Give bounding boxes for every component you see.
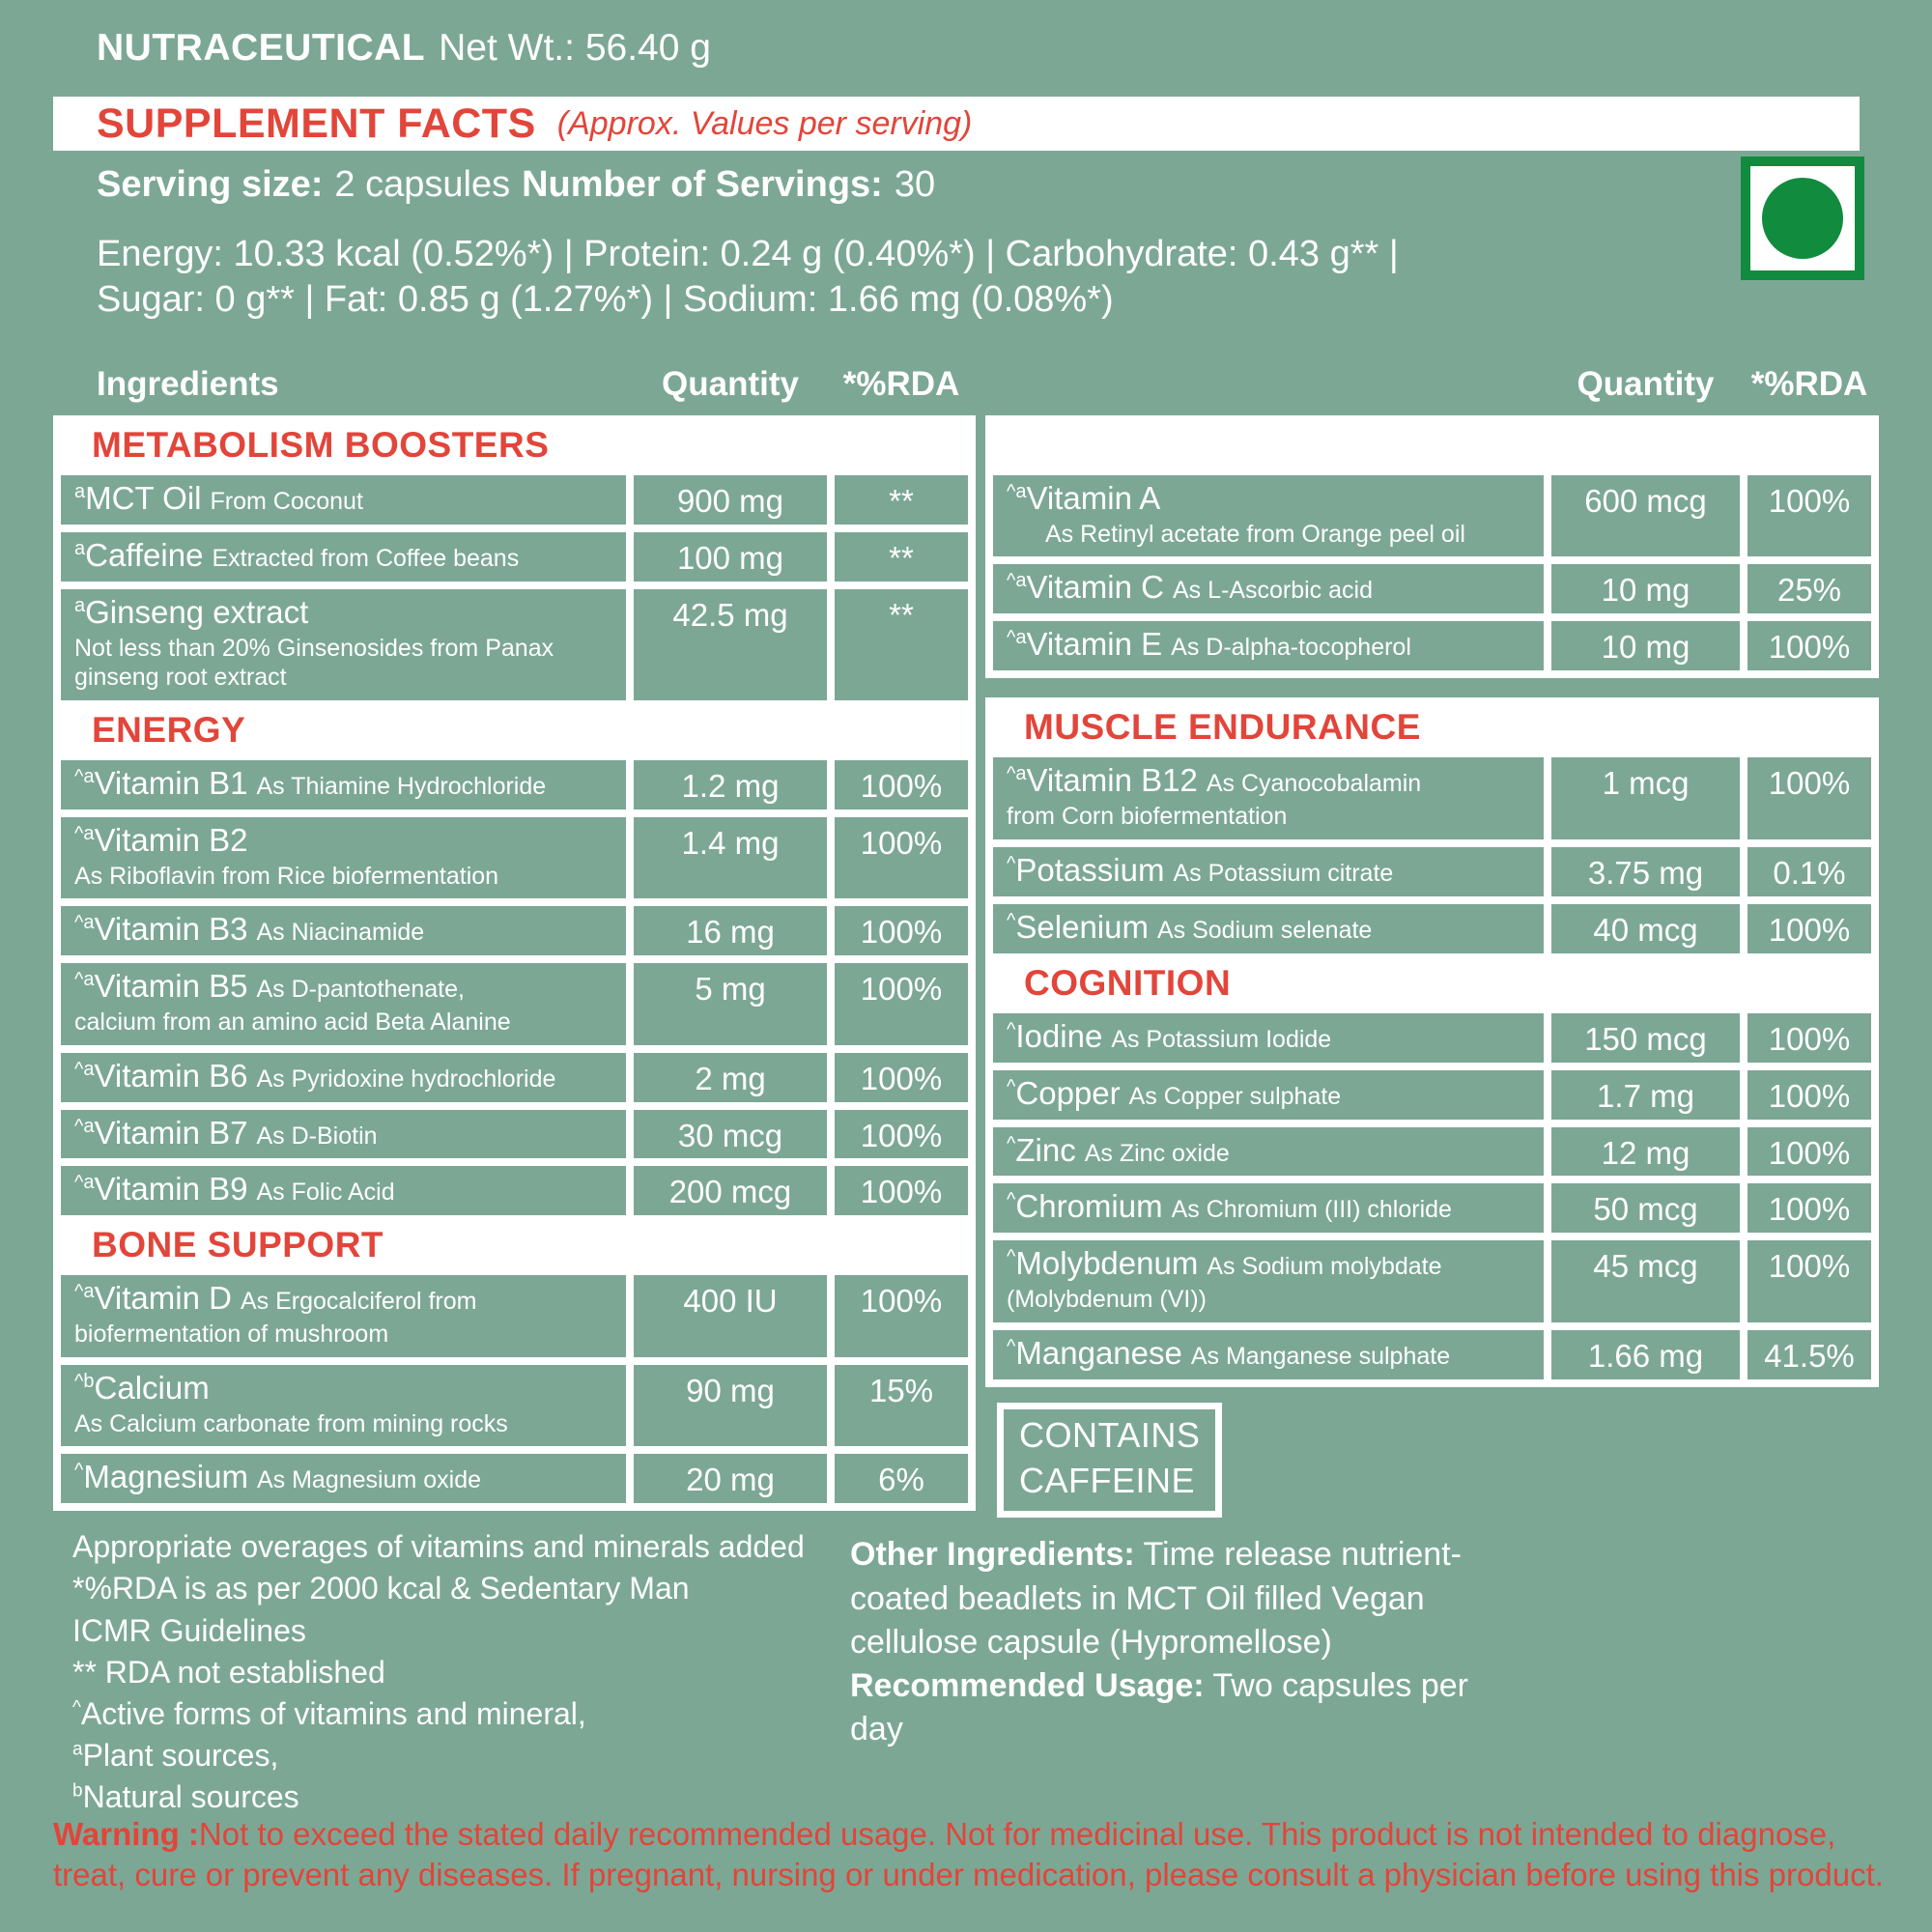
rda-cell: 100% <box>835 963 968 1044</box>
ingredient-name: MCT Oil <box>85 480 202 516</box>
ingredient-name-line <box>74 537 620 574</box>
ingredient-cell <box>61 1454 626 1503</box>
ingredient-name-line <box>1007 1018 1538 1055</box>
footnote-superscript: ^ <box>72 1697 81 1719</box>
source-superscript: ^a <box>74 969 95 991</box>
table-row <box>993 904 1871 953</box>
ingredient-name-line <box>1007 480 1538 517</box>
ingredient-desc: As Chromium (III) chloride <box>1171 1196 1452 1224</box>
ingredient-cell <box>993 621 1544 670</box>
table-row <box>61 1110 968 1159</box>
serving-line <box>97 164 947 206</box>
table-row <box>61 963 968 1044</box>
ingredient-desc: As Thiamine Hydrochloride <box>256 772 547 800</box>
rda-cell: 100% <box>835 760 968 810</box>
rda-cell: ** <box>835 589 968 700</box>
left-column <box>53 415 976 1819</box>
ingredient-name: Vitamin B3 <box>94 911 248 948</box>
quantity-cell: 30 mcg <box>634 1110 827 1159</box>
footnote-text: *%RDA is as per 2000 kcal & Sedentary Man <box>72 1571 690 1606</box>
ingredient-desc-line2: (Molybdenum (VI)) <box>1007 1286 1207 1314</box>
ingredient-name-line <box>1007 1132 1538 1169</box>
ingredient-name: Manganese <box>1015 1334 1182 1371</box>
ingredient-name: Calcium <box>94 1369 210 1406</box>
table-row <box>61 1053 968 1102</box>
table-row <box>61 1275 968 1356</box>
footnote-line <box>72 1610 976 1652</box>
source-superscript: ^a <box>74 1281 95 1303</box>
column-header-quantity-right: Quantity <box>1577 365 1715 403</box>
column-header-quantity-left: Quantity <box>662 365 799 403</box>
ingredient-desc: As Pyridoxine hydrochloride <box>256 1065 556 1093</box>
section-title: BONE SUPPORT <box>92 1225 384 1265</box>
warning-block <box>53 1814 1893 1894</box>
ingredient-cell <box>61 760 626 810</box>
quantity-cell: 5 mg <box>634 963 827 1044</box>
approx-values-note: (Approx. Values per serving) <box>556 104 973 142</box>
ingredient-cell <box>61 532 626 582</box>
ingredient-desc-line2: Not less than 20% Ginsenosides from Panax ginseng root extract <box>74 634 554 692</box>
table-row <box>61 589 968 700</box>
rda-cell: 100% <box>835 1275 968 1356</box>
ingredient-cell <box>61 589 626 700</box>
quantity-cell: 1.2 mg <box>634 760 827 810</box>
quantity-cell: 150 mcg <box>1551 1013 1740 1063</box>
ingredient-name: Copper <box>1015 1074 1121 1111</box>
source-superscript: ^ <box>1007 1189 1016 1211</box>
ingredient-name-line <box>74 911 620 948</box>
ingredient-name: Vitamin C <box>1026 569 1164 606</box>
footnote-line <box>72 1735 976 1776</box>
ingredient-name-line <box>1007 852 1538 889</box>
section-header <box>993 423 1871 468</box>
rda-cell: 15% <box>835 1365 968 1446</box>
ingredient-cell <box>61 1365 626 1446</box>
ingredient-desc-line2: calcium from an amino acid Beta Alanine <box>74 1009 511 1037</box>
quantity-cell: 90 mg <box>634 1365 827 1446</box>
recommended-usage-text: Two capsules per day <box>850 1667 1468 1748</box>
source-superscript: ^a <box>74 1058 95 1080</box>
column-header-ingredients: Ingredients <box>97 365 279 403</box>
ingredient-name: Potassium <box>1015 851 1165 888</box>
ingredient-name-line <box>1007 1335 1538 1372</box>
serving-size-label: Serving size: <box>97 164 324 205</box>
source-superscript: ^a <box>74 912 95 934</box>
source-superscript: a <box>74 481 86 502</box>
ingredient-name-line <box>1007 1188 1538 1225</box>
ingredient-name: Selenium <box>1015 908 1149 945</box>
supplement-facts-title: SUPPLEMENT FACTS <box>97 99 536 147</box>
quantity-cell: 12 mg <box>1551 1127 1740 1177</box>
footnote-line <box>72 1568 976 1609</box>
section-title: COGNITION <box>1024 962 1232 1003</box>
ingredient-cell <box>993 757 1544 838</box>
quantity-cell: 40 mcg <box>1551 904 1740 953</box>
ingredient-desc: As Niacinamide <box>256 919 425 947</box>
table-row <box>993 1070 1871 1120</box>
ingredient-name: Vitamin B9 <box>94 1171 248 1208</box>
footnote-text: Plant sources, <box>82 1738 279 1774</box>
source-superscript: ^ <box>1007 1335 1016 1357</box>
rda-cell: 100% <box>1747 475 1871 556</box>
section-title: MUSCLE ENDURANCE <box>1024 707 1421 748</box>
ingredient-desc: As Cyanocobalamin <box>1206 770 1422 798</box>
source-superscript: ^ <box>1007 1132 1016 1154</box>
ingredient-cell <box>61 906 626 955</box>
warning-label: Warning : <box>53 1816 199 1852</box>
ingredient-desc: As Manganese sulphate <box>1190 1342 1451 1370</box>
quantity-cell: 42.5 mg <box>634 589 827 700</box>
ingredient-desc-line2: As Retinyl acetate from Orange peel oil <box>1045 520 1465 548</box>
ingredient-name: Ginseng extract <box>85 593 309 630</box>
ingredient-name: Chromium <box>1015 1188 1163 1225</box>
rda-cell: 100% <box>1747 904 1871 953</box>
supplement-facts-bar <box>53 97 1860 151</box>
ingredient-name-line <box>1007 1245 1538 1282</box>
source-superscript: ^b <box>74 1370 95 1392</box>
ingredient-desc: As Ergocalciferol from <box>240 1288 477 1316</box>
footnote-text: ** RDA not established <box>72 1654 385 1690</box>
nutrition-summary <box>97 232 1399 323</box>
footnote-line <box>72 1652 976 1693</box>
vegetarian-dot-icon <box>1762 178 1843 259</box>
caffeine-box-line-1: CONTAINS <box>1019 1414 1201 1455</box>
section-title: ENERGY <box>92 709 246 750</box>
ingredient-name-line <box>74 480 620 517</box>
ingredient-cell <box>61 1166 626 1215</box>
ingredient-name: Iodine <box>1015 1017 1103 1054</box>
quantity-cell: 3.75 mg <box>1551 847 1740 896</box>
serving-size-value: 2 capsules <box>334 164 511 205</box>
rda-cell: 0.1% <box>1747 847 1871 896</box>
section-header <box>993 705 1871 750</box>
source-superscript: ^ <box>1007 1246 1016 1268</box>
table-row <box>61 1166 968 1215</box>
quantity-cell: 16 mg <box>634 906 827 955</box>
ingredient-desc-line2: As Riboflavin from Rice biofermentation <box>74 862 499 890</box>
ingredient-desc-line2: As Calcium carbonate from mining rocks <box>74 1409 508 1437</box>
footnote-line <box>72 1776 976 1818</box>
quantity-cell: 900 mg <box>634 475 827 525</box>
quantity-cell: 2 mg <box>634 1053 827 1102</box>
ingredient-name-line <box>74 1115 620 1151</box>
quantity-cell: 20 mg <box>634 1454 827 1503</box>
net-weight: Net Wt.: 56.40 g <box>439 27 711 69</box>
ingredient-name: Vitamin B5 <box>94 968 248 1005</box>
table-row <box>993 1330 1871 1379</box>
ingredient-name: Vitamin E <box>1026 626 1163 663</box>
ingredient-name-line <box>1007 1075 1538 1112</box>
ingredient-name-line <box>74 765 620 802</box>
ingredient-desc-line2: biofermentation of mushroom <box>74 1321 389 1349</box>
section-header <box>61 1223 968 1267</box>
ingredient-name: Vitamin B2 <box>94 821 248 858</box>
ingredient-name: Magnesium <box>83 1459 248 1495</box>
ingredient-name-line <box>74 594 620 631</box>
ingredient-cell <box>61 963 626 1044</box>
source-superscript: ^a <box>74 1172 95 1194</box>
ingredient-desc: Extracted from Coffee beans <box>212 544 520 572</box>
source-superscript: ^ <box>1007 1018 1016 1040</box>
ingredient-name-line <box>74 822 620 859</box>
rda-cell: 100% <box>1747 1240 1871 1321</box>
source-superscript: ^a <box>1007 763 1027 785</box>
ingredient-cell <box>993 475 1544 556</box>
rda-cell: 100% <box>1747 757 1871 838</box>
ingredient-cell <box>993 1127 1544 1177</box>
column-header-rda-left: *%RDA <box>842 365 960 403</box>
ingredients-table-right-top <box>985 415 1879 678</box>
source-superscript: ^ <box>1007 1075 1016 1097</box>
ingredient-desc: As Sodium selenate <box>1156 916 1373 944</box>
warning-text: Not to exceed the stated daily recommended usage. Not for medicinal use. This product is not intended to diagnose, treat, cure or prevent any diseases. If pregnant, nursing or under medication, please consult a physician before using this product. <box>53 1816 1884 1892</box>
ingredient-name: Vitamin B6 <box>94 1057 248 1094</box>
table-row <box>993 1183 1871 1233</box>
source-superscript: a <box>74 537 86 559</box>
ingredient-name: Zinc <box>1015 1131 1076 1168</box>
ingredient-desc: As L-Ascorbic acid <box>1172 577 1373 605</box>
quantity-cell: 200 mcg <box>634 1166 827 1215</box>
table-row <box>993 1127 1871 1177</box>
source-superscript: ^ <box>74 1460 84 1482</box>
ingredient-name-line <box>74 1459 620 1495</box>
ingredient-desc: As Potassium Iodide <box>1111 1025 1332 1053</box>
table-row <box>993 1013 1871 1063</box>
ingredient-cell <box>993 1183 1544 1233</box>
source-superscript: ^a <box>74 765 95 787</box>
recommended-usage-label: Recommended Usage: <box>850 1667 1205 1704</box>
table-row <box>993 757 1871 838</box>
other-ingredients-label: Other Ingredients: <box>850 1536 1135 1574</box>
servings-label: Number of Servings: <box>522 164 883 205</box>
right-column <box>850 415 1879 1751</box>
quantity-cell: 50 mcg <box>1551 1183 1740 1233</box>
quantity-cell: 45 mcg <box>1551 1240 1740 1321</box>
other-ingredients-text: Time release nutrient-coated beadlets in MCT Oil filled Vegan cellulose capsule (Hypromellose) <box>850 1536 1462 1661</box>
brand-title: NUTRACEUTICAL <box>97 27 426 69</box>
quantity-cell: 400 IU <box>634 1275 827 1356</box>
table-row <box>993 1240 1871 1321</box>
table-row <box>993 621 1871 670</box>
quantity-cell: 1 mcg <box>1551 757 1740 838</box>
rda-cell: 100% <box>1747 1013 1871 1063</box>
footnote-superscript: a <box>72 1739 83 1760</box>
table-row <box>993 564 1871 613</box>
ingredient-name: Molybdenum <box>1015 1245 1199 1282</box>
table-row <box>61 475 968 525</box>
ingredient-name-line <box>1007 569 1538 606</box>
column-header-rda-right: *%RDA <box>1750 365 1868 403</box>
rda-cell: 100% <box>1747 1127 1871 1177</box>
ingredient-desc: As Copper sulphate <box>1128 1082 1342 1110</box>
section-header <box>61 708 968 753</box>
ingredient-desc: As Folic Acid <box>256 1179 395 1207</box>
ingredient-cell <box>61 1275 626 1356</box>
ingredient-desc: As Potassium citrate <box>1173 859 1394 887</box>
vegetarian-mark-icon <box>1741 156 1864 280</box>
rda-cell: ** <box>835 532 968 582</box>
caffeine-box-line-2: CAFFEINE <box>1019 1460 1196 1500</box>
table-row <box>61 532 968 582</box>
ingredient-desc: As D-pantothenate, <box>256 976 465 1004</box>
footnotes <box>72 1526 976 1818</box>
ingredient-cell <box>993 1070 1544 1120</box>
source-superscript: ^a <box>1007 627 1027 649</box>
table-row <box>993 475 1871 556</box>
ingredient-name-line <box>1007 626 1538 663</box>
rda-cell: 100% <box>835 1053 968 1102</box>
table-row <box>61 817 968 898</box>
rda-cell: 100% <box>835 906 968 955</box>
section-header <box>993 961 1871 1006</box>
nutrition-line-1: Energy: 10.33 kcal (0.52%*) | Protein: 0.24 g (0.40%*) | Carbohydrate: 0.43 g** | <box>97 234 1399 274</box>
source-superscript: ^a <box>74 1115 95 1137</box>
ingredient-name-line <box>74 968 620 1005</box>
table-row <box>993 847 1871 896</box>
quantity-cell: 600 mcg <box>1551 475 1740 556</box>
rda-cell: 100% <box>1747 621 1871 670</box>
ingredient-cell <box>61 817 626 898</box>
quantity-cell: 100 mg <box>634 532 827 582</box>
source-superscript: a <box>74 594 86 616</box>
source-superscript: ^ <box>1007 852 1016 874</box>
rda-cell: 100% <box>1747 1070 1871 1120</box>
ingredient-desc: From Coconut <box>210 488 363 515</box>
ingredient-cell <box>993 847 1544 896</box>
footnote-text: Active forms of vitamins and mineral, <box>80 1695 586 1731</box>
ingredient-name-line <box>74 1058 620 1094</box>
rda-cell: 25% <box>1747 564 1871 613</box>
ingredient-desc: As D-alpha-tocopherol <box>1171 634 1411 662</box>
section-header <box>61 423 968 468</box>
brand-line <box>97 27 711 70</box>
quantity-cell: 1.4 mg <box>634 817 827 898</box>
ingredient-desc-line2: from Corn biofermentation <box>1007 803 1288 831</box>
ingredient-name-line <box>74 1370 620 1406</box>
rda-cell: 100% <box>835 1110 968 1159</box>
ingredient-cell <box>993 1240 1544 1321</box>
footnote-superscript: b <box>72 1780 83 1802</box>
rda-cell: 100% <box>1747 1183 1871 1233</box>
ingredient-cell <box>61 475 626 525</box>
footnote-line <box>72 1526 976 1568</box>
servings-value: 30 <box>894 164 936 205</box>
ingredient-name: Vitamin B7 <box>94 1114 248 1151</box>
source-superscript: ^a <box>74 822 95 844</box>
table-row <box>61 1454 968 1503</box>
ingredient-desc: As Zinc oxide <box>1084 1139 1230 1167</box>
rda-cell: 100% <box>835 817 968 898</box>
source-superscript: ^a <box>1007 570 1027 592</box>
source-superscript: ^ <box>1007 909 1016 931</box>
ingredient-cell <box>61 1110 626 1159</box>
ingredients-table-right-main <box>985 697 1879 1386</box>
source-superscript: ^a <box>1007 481 1027 502</box>
quantity-cell: 1.7 mg <box>1551 1070 1740 1120</box>
quantity-cell: 10 mg <box>1551 621 1740 670</box>
rda-cell: 41.5% <box>1747 1330 1871 1379</box>
ingredient-name: Vitamin B1 <box>94 764 248 801</box>
table-gap <box>985 678 1879 697</box>
ingredient-desc: As Magnesium oxide <box>256 1466 482 1494</box>
ingredient-name: Caffeine <box>85 536 204 573</box>
footnote-text: ICMR Guidelines <box>72 1612 306 1648</box>
other-ingredients-block <box>850 1533 1512 1751</box>
rda-cell: 6% <box>835 1454 968 1503</box>
table-row <box>61 906 968 955</box>
ingredient-name-line <box>1007 909 1538 946</box>
ingredient-cell <box>993 1330 1544 1379</box>
quantity-cell: 1.66 mg <box>1551 1330 1740 1379</box>
ingredient-cell <box>993 1013 1544 1063</box>
footnote-text: Natural sources <box>82 1779 299 1815</box>
ingredient-name-line <box>1007 762 1538 799</box>
rda-cell: 100% <box>835 1166 968 1215</box>
table-row <box>61 760 968 810</box>
ingredient-cell <box>61 1053 626 1102</box>
ingredients-table-left <box>53 415 976 1511</box>
ingredient-name-line <box>74 1171 620 1208</box>
ingredient-name-line <box>74 1280 620 1317</box>
table-row <box>61 1365 968 1446</box>
ingredient-desc: As Sodium molybdate <box>1207 1253 1442 1281</box>
footnote-text: Appropriate overages of vitamins and minerals added <box>72 1529 805 1565</box>
ingredient-name: Vitamin D <box>94 1280 232 1317</box>
footnote-line <box>72 1693 976 1735</box>
ingredient-cell <box>993 564 1544 613</box>
contains-caffeine-box <box>997 1403 1222 1519</box>
ingredient-desc: As D-Biotin <box>256 1122 378 1150</box>
rda-cell: ** <box>835 475 968 525</box>
nutrition-line-2: Sugar: 0 g** | Fat: 0.85 g (1.27%*) | Sodium: 1.66 mg (0.08%*) <box>97 279 1114 321</box>
quantity-cell: 10 mg <box>1551 564 1740 613</box>
ingredient-cell <box>993 904 1544 953</box>
section-title: METABOLISM BOOSTERS <box>92 425 550 465</box>
ingredient-name: Vitamin A <box>1026 480 1161 516</box>
ingredient-name: Vitamin B12 <box>1026 762 1198 799</box>
